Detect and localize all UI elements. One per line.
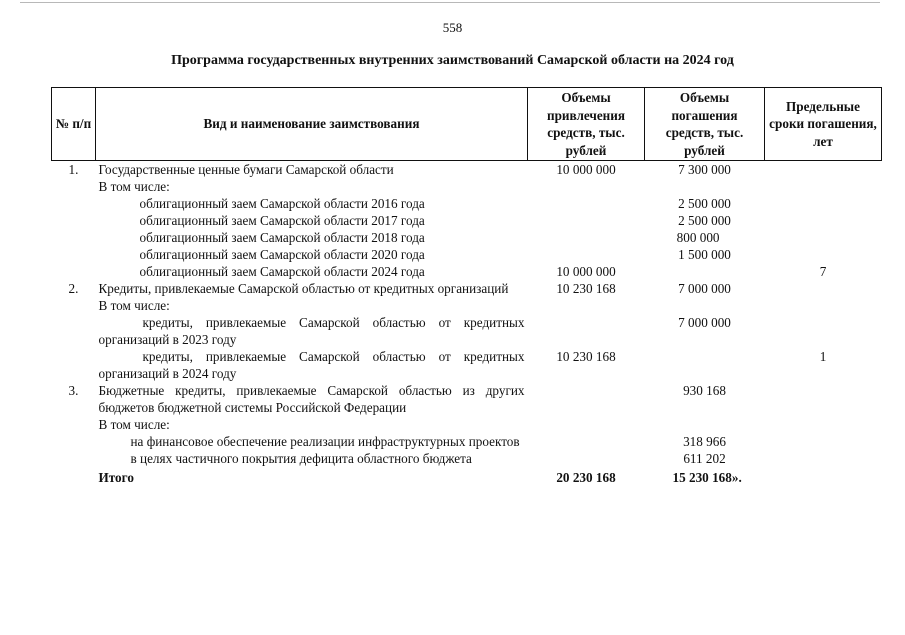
row-num xyxy=(52,246,96,263)
borrowing-program-table xyxy=(51,87,882,486)
row-term xyxy=(765,297,882,314)
row-num xyxy=(52,297,96,314)
row-name: Бюджетные кредиты, привлекаемые Самарской областью из других бюджетов бюджетной системы Российской Федерации xyxy=(98,383,525,415)
row-name: В том числе: xyxy=(98,298,170,313)
row-num xyxy=(52,416,96,433)
row-name: Государственные ценные бумаги Самарской области xyxy=(98,162,394,177)
table-row xyxy=(52,297,882,314)
row-name: кредиты, привлекаемые Самарской областью от кредитных организаций в 2024 году xyxy=(98,349,525,381)
row-repay: 7 000 000 xyxy=(678,315,731,330)
table-row xyxy=(52,178,882,195)
total-label: Итого xyxy=(98,470,134,485)
row-repay: 7 300 000 xyxy=(678,162,731,177)
total-num xyxy=(52,467,96,486)
table-row xyxy=(52,314,882,348)
row-attract xyxy=(528,416,645,433)
row-repay xyxy=(645,178,765,195)
table-row xyxy=(52,280,882,297)
header-attract: Объемы привлечения средств, тыс. рублей xyxy=(528,88,645,161)
row-term xyxy=(765,212,882,229)
row-term xyxy=(765,416,882,433)
row-name: В том числе: xyxy=(98,417,170,432)
header-name: Вид и наименование заимствования xyxy=(96,88,528,161)
row-repay xyxy=(645,416,765,433)
row-attract xyxy=(528,382,645,416)
header-num: № п/п xyxy=(52,88,96,161)
scan-top-edge xyxy=(20,2,880,3)
row-name: облигационный заем Самарской области 2017 года xyxy=(139,213,425,228)
row-attract xyxy=(528,178,645,195)
row-repay: 1 500 000 xyxy=(678,247,731,262)
row-attract: 10 230 168 xyxy=(556,349,616,364)
table-row xyxy=(52,382,882,416)
row-name: облигационный заем Самарской области 2020 года xyxy=(139,247,425,262)
table-row xyxy=(52,161,882,179)
row-num xyxy=(52,450,96,467)
row-name: В том числе: xyxy=(98,179,170,194)
row-name: облигационный заем Самарской области 2018 года xyxy=(139,230,425,245)
row-attract xyxy=(528,195,645,212)
row-term: 7 xyxy=(819,264,827,279)
row-term xyxy=(765,229,882,246)
table-row xyxy=(52,246,882,263)
table-row xyxy=(52,433,882,450)
row-attract: 10 230 168 xyxy=(556,281,616,296)
row-repay: 930 168 xyxy=(683,383,726,398)
table-row xyxy=(52,212,882,229)
row-repay: 611 202 xyxy=(683,451,726,466)
row-repay xyxy=(645,348,765,382)
row-repay: 318 966 xyxy=(683,434,726,449)
row-attract xyxy=(528,450,645,467)
row-num xyxy=(52,433,96,450)
row-num: 1. xyxy=(68,162,79,177)
row-attract xyxy=(528,433,645,450)
row-term xyxy=(765,382,882,416)
row-repay: 800 000 xyxy=(676,230,720,245)
row-repay: 7 000 000 xyxy=(678,281,731,296)
table-row xyxy=(52,263,882,280)
row-repay: 2 500 000 xyxy=(678,213,731,228)
row-term xyxy=(765,178,882,195)
total-repay: 15 230 168». xyxy=(672,470,742,485)
row-attract xyxy=(528,246,645,263)
row-num xyxy=(52,195,96,212)
row-attract xyxy=(528,212,645,229)
row-attract xyxy=(528,229,645,246)
document-title: Программа государственных внутренних заимствований Самарской области на 2024 год xyxy=(171,53,734,68)
table-header-row xyxy=(52,88,882,161)
row-name: Кредиты, привлекаемые Самарской областью от кредитных организаций xyxy=(98,281,509,296)
table-row xyxy=(52,195,882,212)
table-row xyxy=(52,416,882,433)
total-row xyxy=(52,467,882,486)
row-name: на финансовое обеспечение реализации инфраструктурных проектов xyxy=(130,434,520,449)
row-repay: 2 500 000 xyxy=(678,196,731,211)
table-row xyxy=(52,450,882,467)
row-num: 3. xyxy=(68,383,79,398)
row-term xyxy=(765,433,882,450)
table-row xyxy=(52,348,882,382)
row-name: в целях частичного покрытия дефицита областного бюджета xyxy=(130,451,472,466)
page-number: 558 xyxy=(442,20,463,35)
row-repay xyxy=(645,263,765,280)
row-attract: 10 000 000 xyxy=(556,162,616,177)
row-attract xyxy=(528,314,645,348)
row-num xyxy=(52,229,96,246)
header-repay: Объемы погашения средств, тыс. рублей xyxy=(645,88,765,161)
table-row xyxy=(52,229,882,246)
total-attract: 20 230 168 xyxy=(556,470,616,485)
row-num: 2. xyxy=(68,281,79,296)
row-num xyxy=(52,263,96,280)
row-num xyxy=(52,178,96,195)
row-term xyxy=(765,314,882,348)
row-name: облигационный заем Самарской области 2016 года xyxy=(139,196,425,211)
row-term xyxy=(765,161,882,179)
row-name: облигационный заем Самарской области 2024 года xyxy=(139,264,425,279)
row-term xyxy=(765,195,882,212)
row-term xyxy=(765,450,882,467)
row-repay xyxy=(645,297,765,314)
row-term xyxy=(765,280,882,297)
row-attract xyxy=(528,297,645,314)
row-attract: 10 000 000 xyxy=(556,264,616,279)
row-num xyxy=(52,348,96,382)
row-term: 1 xyxy=(819,349,827,364)
row-num xyxy=(52,212,96,229)
row-name: кредиты, привлекаемые Самарской областью от кредитных организаций в 2023 году xyxy=(98,315,525,347)
total-term xyxy=(765,467,882,486)
row-term xyxy=(765,246,882,263)
header-term: Предельные сроки погашения, лет xyxy=(765,88,882,161)
row-num xyxy=(52,314,96,348)
